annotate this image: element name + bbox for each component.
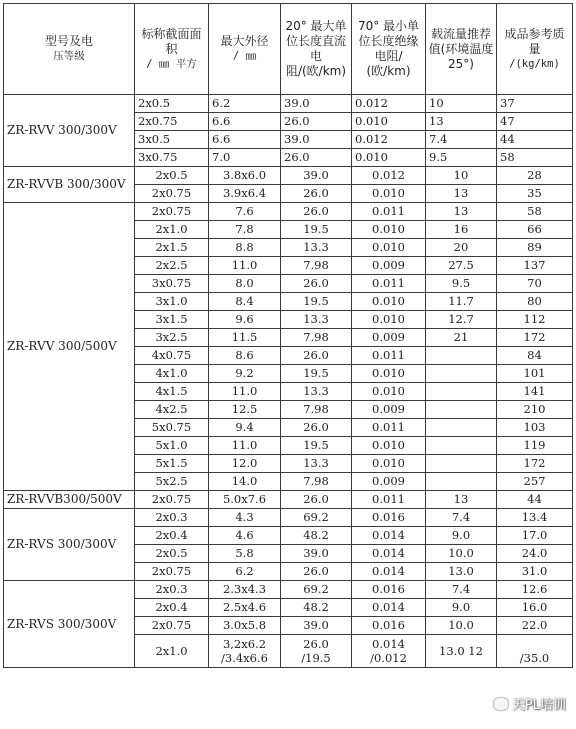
table-cell: 5x1.5 [135, 455, 209, 473]
wechat-icon [493, 697, 509, 711]
table-cell: 0.011 [352, 491, 426, 509]
table-cell: 101 [497, 365, 573, 383]
table-cell: 35 [497, 185, 573, 203]
table-cell: 2x0.3 [135, 581, 209, 599]
model-cell: ZR-RVV 300/300V [4, 95, 135, 167]
table-cell: 7.4 [426, 509, 497, 527]
table-cell: 48.2 [281, 527, 352, 545]
table-cell: 6.2 [209, 563, 281, 581]
table-cell: 0.010 [352, 383, 426, 401]
table-cell: 47 [497, 113, 573, 131]
table-cell: 48.2 [281, 599, 352, 617]
table-cell: 103 [497, 419, 573, 437]
table-cell: 0.011 [352, 347, 426, 365]
table-cell: 112 [497, 311, 573, 329]
column-header [135, 4, 209, 95]
table-cell: 19.5 [281, 221, 352, 239]
table-cell: 3x0.5 [135, 131, 209, 149]
column-header-unit: / ㎜ 平方 [146, 57, 197, 70]
table-cell: 58 [497, 149, 573, 167]
table-cell: 119 [497, 437, 573, 455]
column-header-label: 70° 最小单位长度绝缘电阻/ (欧/km) [357, 19, 420, 78]
watermark [493, 694, 566, 713]
table-cell: 0.010 [352, 239, 426, 257]
table-cell: 0.010 [352, 149, 426, 167]
table-cell: 39.0 [281, 617, 352, 635]
table-cell: 0.010 [352, 437, 426, 455]
table-cell: 24.0 [497, 545, 573, 563]
table-cell: 19.5 [281, 365, 352, 383]
table-cell: 3x1.0 [135, 293, 209, 311]
table-cell: 12.7 [426, 311, 497, 329]
column-header-unit: / ㎜ [232, 50, 257, 62]
table-cell: 13.4 [497, 509, 573, 527]
table-row [4, 95, 573, 113]
table-cell: 9.5 [426, 275, 497, 293]
table-cell: 19.5 [281, 437, 352, 455]
table-cell: 9.5 [426, 149, 497, 167]
table-row [4, 167, 573, 185]
table-cell: 0.014 [352, 599, 426, 617]
table-cell [426, 383, 497, 401]
table-cell: 7.4 [426, 581, 497, 599]
table-cell: 141 [497, 383, 573, 401]
table-cell: 4x2.5 [135, 401, 209, 419]
table-cell: 0.012 [352, 95, 426, 113]
table-cell: 26.0 [281, 347, 352, 365]
table-cell: 2x0.5 [135, 167, 209, 185]
table-cell: 12.5 [209, 401, 281, 419]
table-cell: 0.014 [352, 563, 426, 581]
table-cell: 5.8 [209, 545, 281, 563]
table-cell: 2x2.5 [135, 257, 209, 275]
table-cell: 10.0 [426, 545, 497, 563]
cell-line: /0.012 [370, 651, 407, 665]
table-cell: 7.6 [209, 203, 281, 221]
table-cell: 13.3 [281, 455, 352, 473]
table-cell: 9.4 [209, 419, 281, 437]
table-cell: 26.0 [281, 113, 352, 131]
table-cell: 13 [426, 491, 497, 509]
table-cell: 0.010 [352, 113, 426, 131]
table-cell: 8.8 [209, 239, 281, 257]
table-cell [209, 635, 281, 668]
table-cell [497, 635, 573, 668]
table-cell: 6.6 [209, 131, 281, 149]
table-cell: 7.98 [281, 329, 352, 347]
table-cell: 13.3 [281, 239, 352, 257]
table-cell: 28 [497, 167, 573, 185]
table-cell: 16.0 [497, 599, 573, 617]
column-header-label: 标称截面面积 [141, 26, 202, 56]
table-cell: 13 [426, 113, 497, 131]
table-cell: 2x1.0 [135, 635, 209, 668]
table-cell: 2x0.75 [135, 203, 209, 221]
column-header [426, 4, 497, 95]
table-cell: 11.5 [209, 329, 281, 347]
table-cell: 0.010 [352, 365, 426, 383]
table-cell: 3.8x6.0 [209, 167, 281, 185]
table-cell [426, 419, 497, 437]
column-header-unit: /(kg/km) [509, 57, 560, 70]
table-cell: 2x0.75 [135, 563, 209, 581]
table-cell: 8.6 [209, 347, 281, 365]
table-cell: 89 [497, 239, 573, 257]
table-cell: 0.010 [352, 293, 426, 311]
table-cell: 0.009 [352, 401, 426, 419]
table-cell: 80 [497, 293, 573, 311]
table-cell [426, 401, 497, 419]
cell-line: 0.014 [372, 637, 405, 651]
column-header [352, 4, 426, 95]
table-cell: 13.3 [281, 383, 352, 401]
cell-line [500, 637, 569, 651]
cell-line: /35.0 [519, 651, 550, 665]
table-cell: 2x0.75 [135, 617, 209, 635]
table-cell: 13.3 [281, 311, 352, 329]
cell-line: 26.0 [303, 637, 329, 651]
cell-line: /3.4x6.6 [221, 651, 268, 665]
column-header [209, 4, 281, 95]
table-cell: 3.9x6.4 [209, 185, 281, 203]
model-cell: ZR-RVS 300/300V [4, 509, 135, 581]
table-cell: 0.011 [352, 419, 426, 437]
table-cell: 0.016 [352, 581, 426, 599]
table-cell: 0.009 [352, 329, 426, 347]
cable-spec-table [3, 3, 573, 668]
table-cell [426, 347, 497, 365]
table-cell [426, 365, 497, 383]
table-cell: 0.010 [352, 185, 426, 203]
table-cell: 3x2.5 [135, 329, 209, 347]
table-cell: 9.0 [426, 527, 497, 545]
table-cell: 0.016 [352, 509, 426, 527]
table-cell: 0.009 [352, 257, 426, 275]
table-cell: 12.6 [497, 581, 573, 599]
table-cell: 26.0 [281, 149, 352, 167]
table-cell: 2x0.75 [135, 491, 209, 509]
table-cell: 10 [426, 95, 497, 113]
table-cell: 26.0 [281, 203, 352, 221]
table-cell: 16 [426, 221, 497, 239]
table-cell: 2x0.75 [135, 185, 209, 203]
table-row [4, 581, 573, 599]
table-cell: 9.2 [209, 365, 281, 383]
table-cell: 26.0 [281, 185, 352, 203]
table-cell: 12.0 [209, 455, 281, 473]
column-header-label: 型号及电 [44, 34, 93, 48]
table-cell: 7.98 [281, 257, 352, 275]
table-cell: 13 [426, 203, 497, 221]
column-header [4, 4, 135, 95]
table-cell: 2.5x4.6 [209, 599, 281, 617]
table-cell: 0.014 [352, 545, 426, 563]
table-cell: 37 [497, 95, 573, 113]
table-cell: 11.0 [209, 437, 281, 455]
model-cell: ZR-RVS 300/300V [4, 581, 135, 668]
table-cell: 26.0 [281, 563, 352, 581]
model-cell: ZR-RVVB300/500V [4, 491, 135, 509]
table-cell: 44 [497, 491, 573, 509]
table-cell: 2.3x4.3 [209, 581, 281, 599]
table-cell: 5x2.5 [135, 473, 209, 491]
header-row [4, 4, 573, 95]
model-cell: ZR-RVV 300/500V [4, 203, 135, 491]
table-cell: 4x1.0 [135, 365, 209, 383]
table-cell: 3x0.75 [135, 149, 209, 167]
table-cell: 4x1.5 [135, 383, 209, 401]
table-cell: 7.0 [209, 149, 281, 167]
table-cell: 6.2 [209, 95, 281, 113]
table-cell: 0.011 [352, 275, 426, 293]
table-cell: 20 [426, 239, 497, 257]
table-cell: 17.0 [497, 527, 573, 545]
table-cell: 172 [497, 455, 573, 473]
table-cell: 19.5 [281, 293, 352, 311]
table-cell: 26.0 [281, 491, 352, 509]
table-cell: 8.4 [209, 293, 281, 311]
model-cell: ZR-RVVB 300/300V [4, 167, 135, 203]
table-cell: 0.010 [352, 311, 426, 329]
table-cell: 31.0 [497, 563, 573, 581]
table-cell: 7.8 [209, 221, 281, 239]
table-cell [426, 455, 497, 473]
watermark-text: 天PL培训 [511, 698, 566, 713]
table-cell: 39.0 [281, 167, 352, 185]
table-cell: 0.009 [352, 473, 426, 491]
table-cell: 172 [497, 329, 573, 347]
column-header-label: 最大外径 [220, 34, 269, 48]
table-cell: 70 [497, 275, 573, 293]
table-cell: 9.0 [426, 599, 497, 617]
table-cell [281, 635, 352, 668]
table-cell: 10.0 [426, 617, 497, 635]
table-cell: 2x0.4 [135, 599, 209, 617]
column-header [281, 4, 352, 95]
column-header-label: 载流量推荐值(环境温度25°) [428, 26, 494, 71]
table-cell: 21 [426, 329, 497, 347]
table-cell: 11.7 [426, 293, 497, 311]
table-cell: 2x0.5 [135, 95, 209, 113]
table-cell: 13 [426, 185, 497, 203]
table-cell: 2x1.0 [135, 221, 209, 239]
column-header [497, 4, 573, 95]
table-cell: 7.98 [281, 473, 352, 491]
table-cell: 39.0 [281, 545, 352, 563]
table-cell: 13.0 12 [426, 635, 497, 668]
table-cell: 137 [497, 257, 573, 275]
table-cell: 69.2 [281, 581, 352, 599]
table-cell: 3.0x5.8 [209, 617, 281, 635]
table-cell [352, 635, 426, 668]
table-cell: 9.6 [209, 311, 281, 329]
table-cell: 210 [497, 401, 573, 419]
table-row [4, 203, 573, 221]
table-cell: 6.6 [209, 113, 281, 131]
column-header-unit: 压等级 [53, 50, 85, 62]
table-cell: 14.0 [209, 473, 281, 491]
table-cell: 3x1.5 [135, 311, 209, 329]
table-row [4, 509, 573, 527]
table-cell: 2x0.4 [135, 527, 209, 545]
table-cell: 2x0.75 [135, 113, 209, 131]
table-cell: 26.0 [281, 275, 352, 293]
table-cell: 5x0.75 [135, 419, 209, 437]
table-cell: 5.0x7.6 [209, 491, 281, 509]
table-cell: 7.4 [426, 131, 497, 149]
table-cell: 0.010 [352, 455, 426, 473]
column-header-label: 20° 最大单位长度直流电阻/(欧/km) [285, 19, 347, 78]
table-cell: 0.010 [352, 221, 426, 239]
table-cell: 4x0.75 [135, 347, 209, 365]
table-cell: 2x0.3 [135, 509, 209, 527]
table-body [4, 95, 573, 668]
column-header-label: 成品参考质量 [504, 26, 565, 56]
table-cell: 0.012 [352, 167, 426, 185]
table-cell: 44 [497, 131, 573, 149]
table-cell: 3x0.75 [135, 275, 209, 293]
table-cell: 2x0.5 [135, 545, 209, 563]
table-cell: 84 [497, 347, 573, 365]
table-cell: 10 [426, 167, 497, 185]
table-cell: 0.016 [352, 617, 426, 635]
table-cell: 11.0 [209, 383, 281, 401]
cell-line: 3,2x6.2 [222, 637, 267, 651]
table-cell: 13.0 [426, 563, 497, 581]
table-cell: 4.3 [209, 509, 281, 527]
table-cell: 0.012 [352, 131, 426, 149]
table-cell: 39.0 [281, 95, 352, 113]
table-cell: 27.5 [426, 257, 497, 275]
table-cell: 39.0 [281, 131, 352, 149]
table-cell: 0.014 [352, 527, 426, 545]
table-cell: 4.6 [209, 527, 281, 545]
table-cell: 5x1.0 [135, 437, 209, 455]
table-cell: 66 [497, 221, 573, 239]
table-cell: 2x1.5 [135, 239, 209, 257]
table-cell: 69.2 [281, 509, 352, 527]
table-row [4, 491, 573, 509]
cell-line: /19.5 [301, 651, 331, 665]
table-cell: 257 [497, 473, 573, 491]
table-cell: 11.0 [209, 257, 281, 275]
table-cell: 7.98 [281, 401, 352, 419]
table-cell: 58 [497, 203, 573, 221]
table-cell: 8.0 [209, 275, 281, 293]
table-cell: 26.0 [281, 419, 352, 437]
table-cell [426, 473, 497, 491]
table-cell: 22.0 [497, 617, 573, 635]
table-cell [426, 437, 497, 455]
table-cell: 0.011 [352, 203, 426, 221]
